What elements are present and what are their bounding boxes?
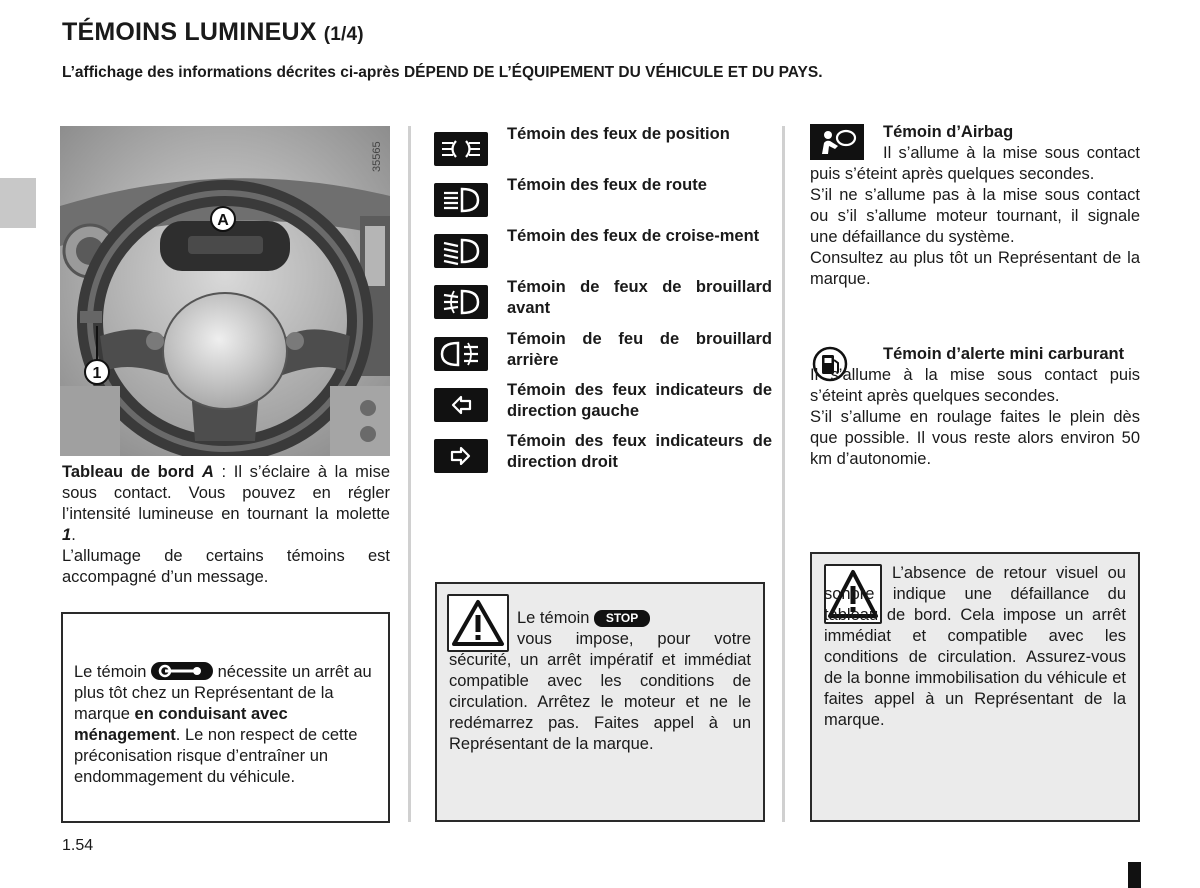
message-paragraph: L’allumage de certains témoins est accompagné d’un message.: [62, 547, 390, 586]
lamp-label: Témoin des feux indicateurs de direction gauche: [507, 381, 772, 420]
page-edge-marker: [1128, 862, 1141, 888]
chapter-tab: [0, 178, 36, 228]
page-number: 1.54: [62, 837, 94, 854]
dashboard-failure-text: [824, 563, 1126, 731]
page-title: [62, 18, 364, 47]
dashboard-num: 1: [62, 526, 72, 544]
wrench-icon: [151, 662, 213, 680]
dashboard-paragraph: [62, 462, 390, 546]
airbag-p2: S’il ne s’allume pas à la mise sous contact ou s’il s’allume moteur tournant, il signale une défaillance du système.: [810, 186, 1140, 246]
dashboard-photo: [60, 126, 390, 456]
lamp-row-left-indicator: [434, 381, 774, 434]
dashboard-text: : Il s’éclaire à la mise sous contact. Vous pouvez en régler l’intensité lumineuse en tournant la molette: [62, 463, 390, 523]
callout-a: A: [217, 212, 229, 229]
dashboard-strong: Tableau de bord: [62, 463, 202, 481]
service-bold: en conduisant avec ménagement: [74, 705, 288, 744]
stop-rest: vous impose, pour votre sécurité, un arrêt impératif et immédiat compatible avec les conditions de circulation. Arrêtez le moteur et ne le redémarrez pas. Faites appel à un Représentant de la marque.: [449, 630, 751, 753]
stop-before: Le témoin: [517, 609, 595, 627]
service-end: . Le non respect de cette préconisation risque d’entraîner un endommagement du véhicule.: [74, 726, 358, 786]
dashboard-letter: A: [201, 463, 214, 481]
page-title-suffix: (1/4): [323, 24, 364, 45]
position-lights-icon: [434, 132, 488, 166]
stop-icon: STOP: [594, 610, 650, 627]
callout-1: 1: [92, 365, 102, 382]
stop-warning-text: [449, 608, 751, 755]
steering-wheel-illustration: [60, 126, 390, 456]
service-warning-text: [74, 662, 376, 788]
lamp-row-main-beam: [434, 176, 774, 229]
intro-text: L’affichage des informations décrites ci-après DÉPEND DE L’ÉQUIPEMENT DU VÉHICULE ET DU PAYS.: [62, 64, 823, 81]
front-fog-icon: [434, 285, 488, 319]
service-before: Le témoin: [74, 663, 152, 681]
fuel-section: [810, 344, 1140, 470]
page-title-main: TÉMOINS LUMINEUX: [62, 18, 317, 46]
right-indicator-icon: [434, 439, 488, 473]
lamp-row-front-fog: [434, 278, 774, 331]
lamp-row-position: [434, 125, 774, 178]
column-divider: [782, 126, 785, 822]
dashboard-description: [62, 462, 390, 588]
main-beam-icon: [434, 183, 488, 217]
lamp-label: Témoin des feux indicateurs de direction droit: [507, 432, 772, 471]
fuel-title: Témoin d’alerte mini carburant: [883, 345, 1125, 363]
airbag-p3: Consultez au plus tôt un Représentant de la marque.: [810, 249, 1140, 288]
fuel-p1: Il s’allume à la mise sous contact puis s’éteint après quelques secondes.: [810, 366, 1140, 405]
dashboard-failure-paragraph: L’absence de retour visuel ou sonore indique une défaillance du tableau de bord. Cela impose un arrêt immédiat et compatible avec les conditions de circulation. Assurez-vous de la bonne immobilisation du véhicule et faites appel à un Représentant de la marque.: [824, 564, 1126, 729]
fuel-p2: S’il s’allume en roulage faites le plein dès que possible. Il vous reste alors environ 50 km d’autonomie.: [810, 408, 1140, 468]
dipped-beam-icon: [434, 234, 488, 268]
column-divider: [408, 126, 411, 822]
stop-first-line: [449, 608, 751, 629]
photo-reference: 35565: [371, 141, 383, 172]
lamp-label: Témoin des feux de croise-ment: [507, 227, 760, 245]
lamp-row-right-indicator: [434, 432, 774, 485]
lamp-label: Témoin de feux de brouillard avant: [507, 278, 772, 317]
lamp-label: Témoin de feu de brouillard arrière: [507, 330, 772, 369]
left-indicator-icon: [434, 388, 488, 422]
lamp-row-dipped: [434, 227, 774, 280]
rear-fog-icon: [434, 337, 488, 371]
airbag-section: [810, 122, 1140, 290]
lamp-row-rear-fog: [434, 330, 774, 383]
lamp-label: Témoin des feux de route: [507, 176, 707, 194]
lamp-label: Témoin des feux de position: [507, 125, 730, 143]
dashboard-end: .: [71, 526, 76, 544]
airbag-p1: Il s’allume à la mise sous contact puis s’éteint après quelques secondes.: [810, 144, 1140, 183]
service-after: nécessite un arrêt au plus tôt chez un Représentant de la marque: [74, 663, 372, 723]
airbag-title: Témoin d’Airbag: [883, 123, 1014, 141]
